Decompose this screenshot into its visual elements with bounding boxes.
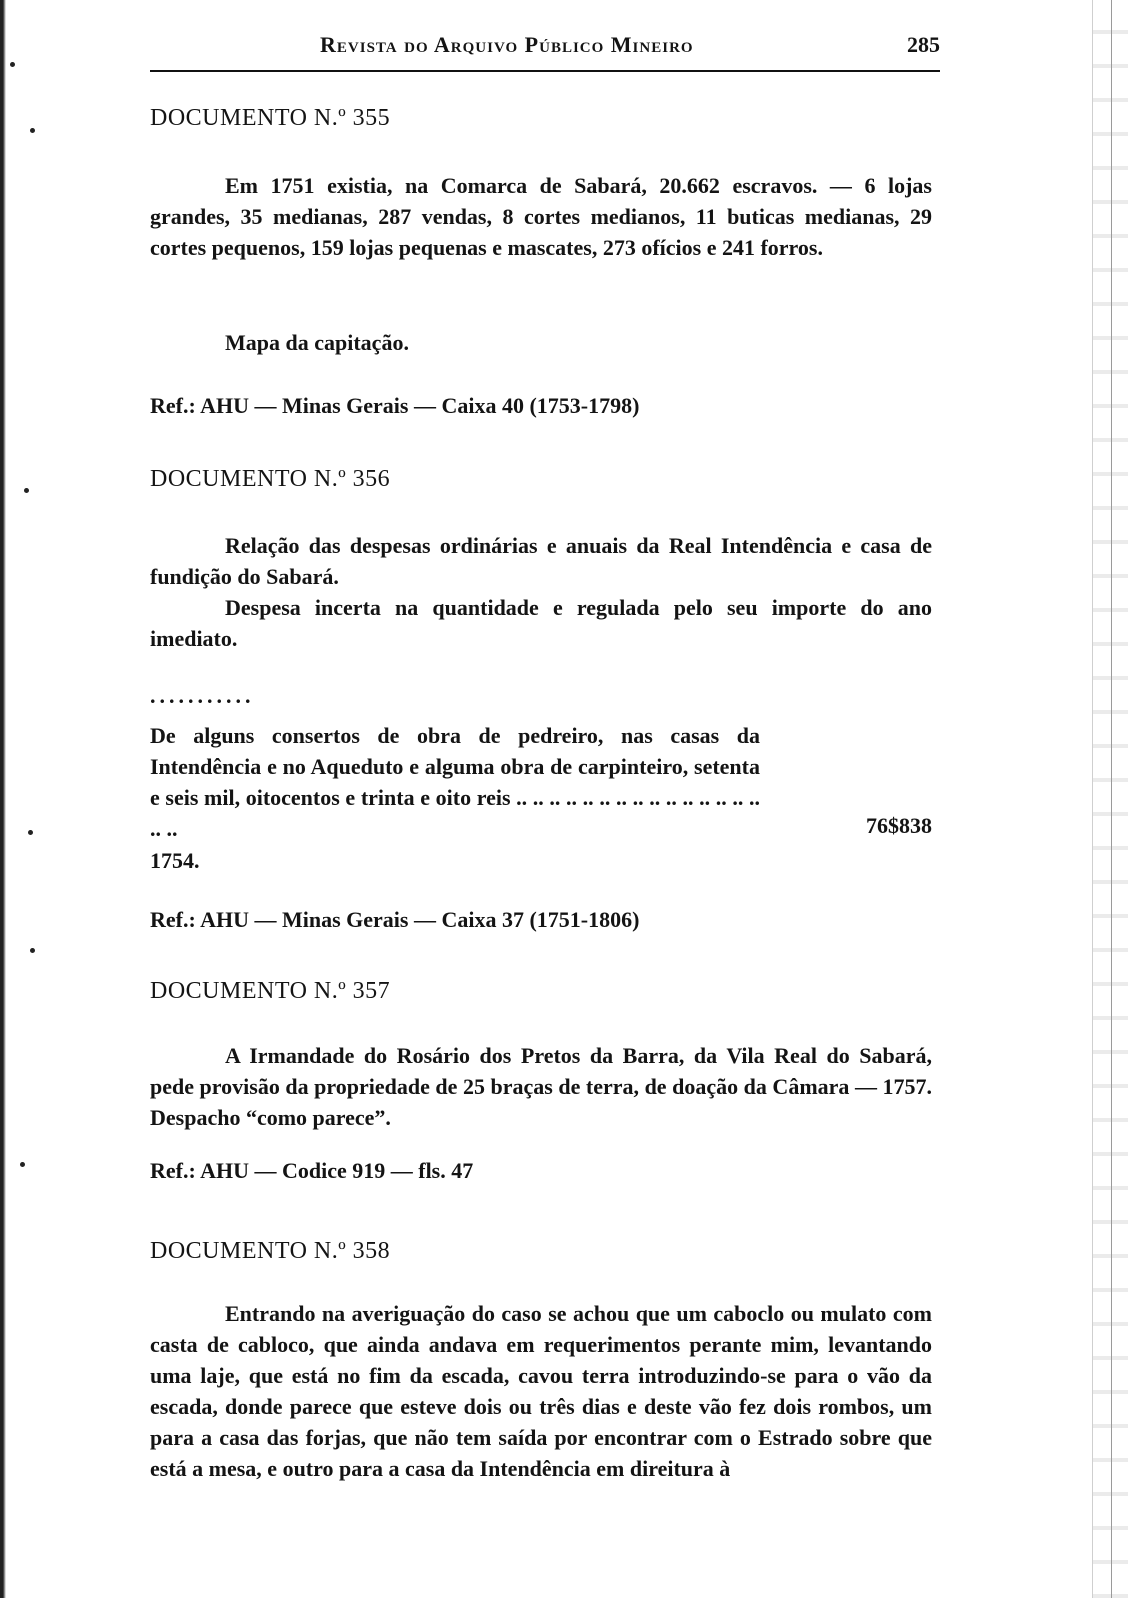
document-reference: Ref.: AHU — Minas Gerais — Caixa 37 (1751-1806) <box>150 907 640 932</box>
document-356-title-block <box>150 466 932 493</box>
document-paragraph: Em 1751 existia, na Comarca de Sabará, 20.662 escravos. — 6 lojas grandes, 35 medianas, 287 vendas, 8 cortes medianos, 11 buticas medianas, 29 cortes pequenos, 159 lojas pequenas e mascates, 273 ofícios e 241 forros. <box>150 173 932 260</box>
document-356-ref <box>150 904 932 935</box>
expense-entry <box>150 720 932 844</box>
ellipsis-leader: ........... <box>150 683 255 708</box>
document-paragraph: Despesa incerta na quantidade e regulada pelo seu importe do ano imediato. <box>150 595 932 651</box>
document-356-body <box>150 530 932 654</box>
document-355-note <box>150 327 932 358</box>
running-header <box>150 32 940 68</box>
document-paragraph: Mapa da capitação. <box>225 330 409 355</box>
document-paragraph: Entrando na averiguação do caso se achou que um caboclo ou mulato com casta de cabloco, que ainda andava em requerimentos perante mim, levantando uma laje, que está no fim da escada, cavou terra introduzindo-se para o vão da escada, donde parece que esteve dois ou três dias e deste vão fez dois rombos, um para a casa das forjas, que não tem saída por encontrar com o Estrado sobre que está a mesa, e outro para a casa da Intendência em direitura à <box>150 1301 932 1481</box>
document-year: 1754. <box>150 848 200 873</box>
document-357-title-block <box>150 978 932 1005</box>
scan-speck <box>10 62 15 67</box>
document-357-ref <box>150 1155 932 1186</box>
expense-amount: 76$838 <box>866 813 932 838</box>
document-reference: Ref.: AHU — Minas Gerais — Caixa 40 (1753-1798) <box>150 393 640 418</box>
document-356-ellipsis <box>150 680 932 711</box>
document-358-title-block <box>150 1238 932 1265</box>
expense-text: De alguns consertos de obra de pedreiro, nas casas da Intendência e no Aqueduto e alguma obra de carpinteiro, setenta e seis mil, oitocentos e trinta e oito reis <box>150 723 760 810</box>
document-356-year <box>150 845 932 876</box>
journal-title: Revista do Arquivo Público Mineiro <box>320 32 694 57</box>
document-reference: Ref.: AHU — Codice 919 — fls. 47 <box>150 1158 474 1183</box>
page-number: 285 <box>907 32 940 57</box>
document-title: DOCUMENTO N.º 357 <box>150 978 391 1004</box>
document-paragraph: Relação das despesas ordinárias e anuais da Real Intendência e casa de fundição do Sabará. <box>150 533 932 589</box>
document-title: DOCUMENTO N.º 358 <box>150 1238 391 1264</box>
expense-leader: .. .. .. .. .. .. .. .. .. .. .. .. .. .. .. .. .. <box>150 785 761 841</box>
document-355-ref <box>150 390 932 421</box>
scan-speck <box>24 488 29 493</box>
document-paragraph: A Irmandade do Rosário dos Pretos da Barra, da Vila Real do Sabará, pede provisão da propriedade de 25 braças de terra, de doação da Câmara — 1757. Despacho “como parece”. <box>150 1043 932 1130</box>
expense-description <box>150 720 760 844</box>
header-rule <box>150 70 940 72</box>
scan-speck <box>30 128 35 133</box>
document-title: DOCUMENTO N.º 356 <box>150 466 391 492</box>
scan-edge-left <box>0 0 6 1598</box>
document-358-body <box>150 1298 932 1484</box>
scan-speck <box>20 1162 25 1167</box>
document-355-body <box>150 170 932 263</box>
document-title: DOCUMENTO N.º 355 <box>150 105 391 131</box>
document-357-body <box>150 1040 932 1133</box>
document-355-title-block <box>150 105 932 132</box>
scan-edge-right <box>1092 0 1128 1598</box>
scan-speck <box>30 948 35 953</box>
scan-speck <box>28 830 33 835</box>
